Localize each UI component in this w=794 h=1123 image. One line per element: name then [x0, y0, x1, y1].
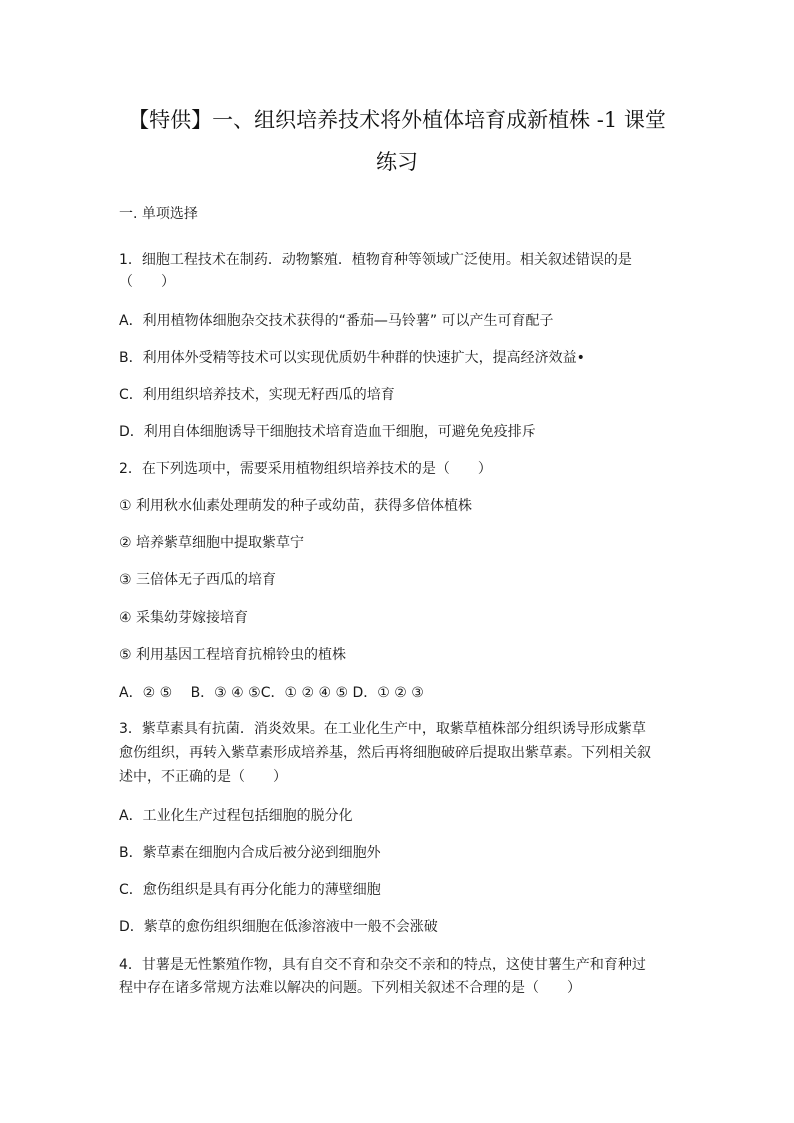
q3-option-c: C．愈伤组织是具有再分化能力的薄壁细胞 — [119, 882, 381, 898]
q3-option-a: A．工业化生产过程包括细胞的脱分化 — [119, 808, 353, 824]
q2-item-2: ② 培养紫草细胞中提取紫草宁 — [119, 535, 305, 551]
q2-item-5: ⑤ 利用基因工程培育抗棉铃虫的植株 — [119, 647, 347, 663]
section-heading: 一. 单项选择 — [119, 206, 198, 222]
q2-item-1: ① 利用秋水仙素处理萌发的种子或幼苗，获得多倍体植株 — [119, 498, 472, 514]
q4-stem-line1: 4．甘薯是无性繁殖作物，具有自交不育和杂交不亲和的特点，这使甘薯生产和育种过 — [119, 957, 646, 973]
q2-item-3: ③ 三倍体无子西瓜的培育 — [119, 572, 277, 588]
q1-option-c: C．利用组织培养技术，实现无籽西瓜的培育 — [119, 387, 395, 403]
q1-option-b: B．利用体外受精等技术可以实现优质奶牛种群的快速扩大，提高经济效益• — [119, 350, 585, 366]
q1-stem-line1: 1．细胞工程技术在制药．动物繁殖．植物育种等领域广泛使用。相关叙述错误的是 — [119, 252, 632, 268]
q4-stem-line2: 程中存在诸多常规方法难以解决的问题。下列相关叙述不合理的是（ ） — [119, 980, 581, 996]
q2-item-4: ④ 采集幼芽嫁接培育 — [119, 610, 249, 626]
q3-option-d: D．紫草的愈伤组织细胞在低渗溶液中一般不会涨破 — [119, 919, 438, 935]
document-title-line2: 练习 — [376, 150, 418, 174]
q3-stem-line1: 3．紫草素具有抗菌．消炎效果。在工业化生产中，取紫草植株部分组织诱导形成紫草 — [119, 721, 646, 737]
q1-stem-line2: （ ） — [119, 274, 175, 290]
q1-option-d: D．利用自体细胞诱导干细胞技术培育造血干细胞，可避免免疫排斥 — [119, 424, 536, 440]
document-title-line1: 【特供】一、组织培养技术将外植体培育成新植株 -1 课堂 — [128, 108, 666, 132]
q2-options: A．② ⑤ B．③ ④ ⑤C．① ② ④ ⑤ D．① ② ③ — [119, 685, 424, 701]
q3-stem-line3: 述中，不正确的是（ ） — [119, 769, 287, 785]
q2-stem: 2．在下列选项中，需要采用植物组织培养技术的是（ ） — [119, 461, 492, 477]
q3-stem-line2: 愈伤组织，再转入紫草素形成培养基，然后再将细胞破碎后提取出紫草素。下列相关叙 — [119, 745, 651, 761]
q3-option-b: B．紫草素在细胞内合成后被分泌到细胞外 — [119, 845, 381, 861]
q1-option-a: A．利用植物体细胞杂交技术获得的“番茄—马铃薯” 可以产生可育配子 — [119, 313, 554, 329]
